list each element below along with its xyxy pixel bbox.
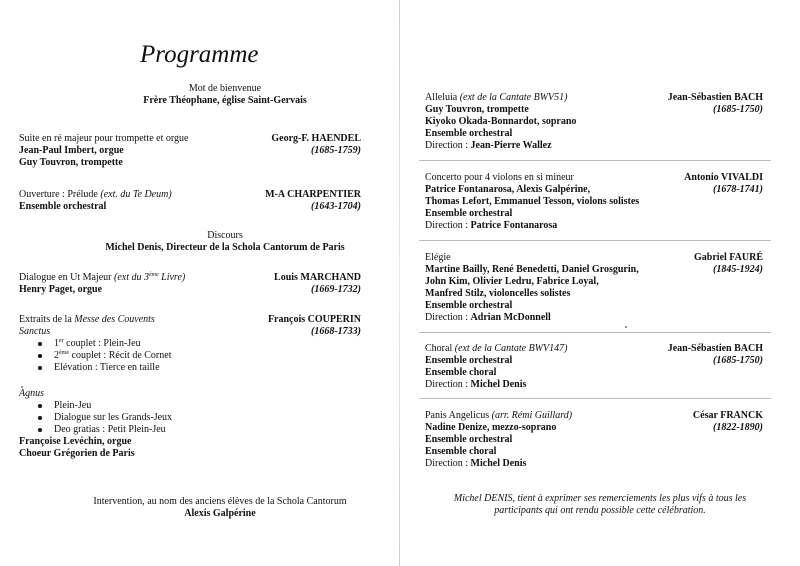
performer: Ensemble orchestral <box>19 201 107 212</box>
list-item <box>36 338 361 350</box>
welcome-section <box>50 83 400 107</box>
performer: Martine Bailly, René Benedetti, Daniel Grosgurin, <box>425 264 639 275</box>
composer-dates: (1685-1759) <box>311 145 361 156</box>
composer-dates: (1845-1924) <box>713 264 763 275</box>
composer-name: Georg-F. HAENDEL <box>271 133 361 144</box>
divider <box>419 332 771 333</box>
sanctus-label: Sanctus <box>19 326 51 337</box>
composer-dates: (1669-1732) <box>311 284 361 295</box>
composer-name: Louis MARCHAND <box>274 272 361 283</box>
superscript: ème <box>148 272 159 278</box>
performer: Nadine Denize, mezzo-soprano <box>425 422 557 433</box>
mass-title: Messe des Couvents <box>74 314 155 325</box>
item-text: couplet : Plein-Jeu <box>63 338 141 349</box>
piece-name: Panis Angelicus <box>425 410 492 421</box>
piece-note-text: (ext du 3 <box>113 272 149 283</box>
direction-label: Direction : <box>425 220 471 231</box>
composer-dates: (1678-1741) <box>713 184 763 195</box>
piece-name: Ouverture : Prélude <box>19 189 101 200</box>
director-name: Michel Denis <box>470 458 527 469</box>
performer: Patrice Fontanarosa, Alexis Galpérine, <box>425 184 591 195</box>
list-item <box>36 350 361 362</box>
discours-section <box>50 230 400 254</box>
page-title: Programme <box>140 41 259 68</box>
performer: Ensemble orchestral <box>425 355 513 366</box>
welcome-label: Mot de bienvenue <box>188 83 262 94</box>
performer: Ensemble orchestral <box>425 434 513 445</box>
performer: Ensemble choral <box>425 367 497 378</box>
discours-label: Discours <box>207 230 243 241</box>
item-vivaldi <box>425 172 763 232</box>
sanctus-list <box>19 338 361 374</box>
director-name: Michel Denis <box>470 379 527 390</box>
performer: Guy Touvron, trompette <box>425 104 529 115</box>
list-item <box>36 362 361 374</box>
item-number: 1 <box>54 338 59 349</box>
piece-note: (ext. du Te Deum) <box>100 189 172 200</box>
thanks-section <box>410 493 790 517</box>
piece-name: Dialogue en Ut Majeur <box>19 272 114 283</box>
composer-name: François COUPERIN <box>267 314 361 325</box>
scan-speck <box>21 386 23 388</box>
performer: Ensemble choral <box>425 446 497 457</box>
piece-title: Concerto pour 4 violons en si mineur <box>425 172 574 183</box>
item-bach-choral <box>425 343 763 391</box>
item-text: couplet : Récit de Cornet <box>69 350 172 361</box>
performer: Françoise Levéchin, orgue <box>19 436 132 447</box>
item-text: Elévation : Tierce en taille <box>54 362 160 373</box>
direction-label: Direction : <box>425 379 471 390</box>
thanks-line: Michel DENIS, tient à exprimer ses remerciements les plus vifs à tous les <box>453 493 747 504</box>
piece-note-text: Livre) <box>158 272 186 283</box>
item-charpentier <box>19 189 361 213</box>
composer-name: Antonio VIVALDI <box>684 172 763 183</box>
composer-name: Gabriel FAURÉ <box>694 252 763 263</box>
item-franck <box>425 410 763 470</box>
piece-note: (arr. Rémi Guillard) <box>491 410 573 421</box>
composer-name: Jean-Sébastien BACH <box>667 92 763 103</box>
performer: Thomas Lefort, Emmanuel Tesson, violons solistes <box>425 196 640 207</box>
item-bach-alleluia <box>425 92 763 152</box>
composer-name: Jean-Sébastien BACH <box>667 343 763 354</box>
list-item: Dialogue sur les Grands-Jeux <box>36 412 361 424</box>
scan-speck <box>625 326 627 328</box>
item-haendel <box>19 133 361 169</box>
piece-note <box>114 272 185 283</box>
right-page <box>400 0 800 566</box>
piece-title: Suite en ré majeur pour trompette et orgue <box>19 133 189 144</box>
agnus-label: Agnus <box>19 388 44 399</box>
piece-title <box>425 343 567 354</box>
divider <box>419 398 771 399</box>
performer: Ensemble orchestral <box>425 208 513 219</box>
intervention-speaker: Alexis Galpérine <box>184 508 256 519</box>
composer-dates: (1822-1890) <box>713 422 763 433</box>
list-item: Deo gratias : Petit Plein-Jeu <box>36 424 361 436</box>
piece-title <box>425 410 572 421</box>
item-marchand <box>19 272 361 296</box>
list-item: Plein-Jeu <box>36 400 361 412</box>
piece-title <box>19 272 185 283</box>
composer-dates: (1685-1750) <box>713 104 763 115</box>
composer-dates: (1668-1733) <box>311 326 361 337</box>
performer: Henry Paget, orgue <box>19 284 103 295</box>
agnus-list <box>19 400 361 436</box>
item-couperin <box>19 314 361 460</box>
performer: Choeur Grégorien de Paris <box>19 448 135 459</box>
divider <box>419 160 771 161</box>
director-name: Adrian McDonnell <box>470 312 551 323</box>
piece-name: Choral <box>425 343 455 354</box>
piece-title: Elégie <box>425 252 451 263</box>
performer: John Kim, Olivier Ledru, Fabrice Loyal, <box>425 276 599 287</box>
direction-label: Direction : <box>425 140 471 151</box>
composer-dates: (1685-1750) <box>713 355 763 366</box>
divider <box>419 240 771 241</box>
composer-dates: (1643-1704) <box>311 201 361 212</box>
composer-name: César FRANCK <box>692 410 763 421</box>
piece-note: (ext de la Cantate BWV147) <box>454 343 568 354</box>
performer: Manfred Stilz, violoncelles solistes <box>425 288 571 299</box>
composer-name: M-A CHARPENTIER <box>265 189 361 200</box>
performer: Ensemble orchestral <box>425 128 513 139</box>
piece-title <box>19 314 155 325</box>
piece-name: Extraits de la <box>19 314 75 325</box>
performer: Jean-Paul Imbert, orgue <box>19 145 124 156</box>
direction-label: Direction : <box>425 458 471 469</box>
intervention-line: Intervention, au nom des anciens élèves de la Schola Cantorum <box>93 496 347 507</box>
discours-speaker: Michel Denis, Directeur de la Schola Cantorum de Paris <box>105 242 345 253</box>
welcome-speaker: Frère Théophane, église Saint-Gervais <box>143 95 307 106</box>
item-number: 2 <box>54 350 59 361</box>
director-name: Jean-Pierre Wallez <box>470 140 552 151</box>
piece-title <box>425 92 567 103</box>
performer: Ensemble orchestral <box>425 300 513 311</box>
superscript: ème <box>59 350 69 356</box>
director-name: Patrice Fontanarosa <box>470 220 558 231</box>
performer: Kiyoko Okada-Bonnardot, soprano <box>425 116 577 127</box>
superscript: er <box>59 338 64 344</box>
item-faure <box>425 252 763 324</box>
piece-note: (ext de la Cantate BWV51) <box>459 92 568 103</box>
thanks-line: participants qui ont rendu possible cette célébration. <box>494 505 706 516</box>
direction-label: Direction : <box>425 312 471 323</box>
piece-title <box>19 189 172 200</box>
intervention-section <box>40 496 400 520</box>
performer: Guy Touvron, trompette <box>19 157 123 168</box>
piece-name: Alleluia <box>425 92 460 103</box>
